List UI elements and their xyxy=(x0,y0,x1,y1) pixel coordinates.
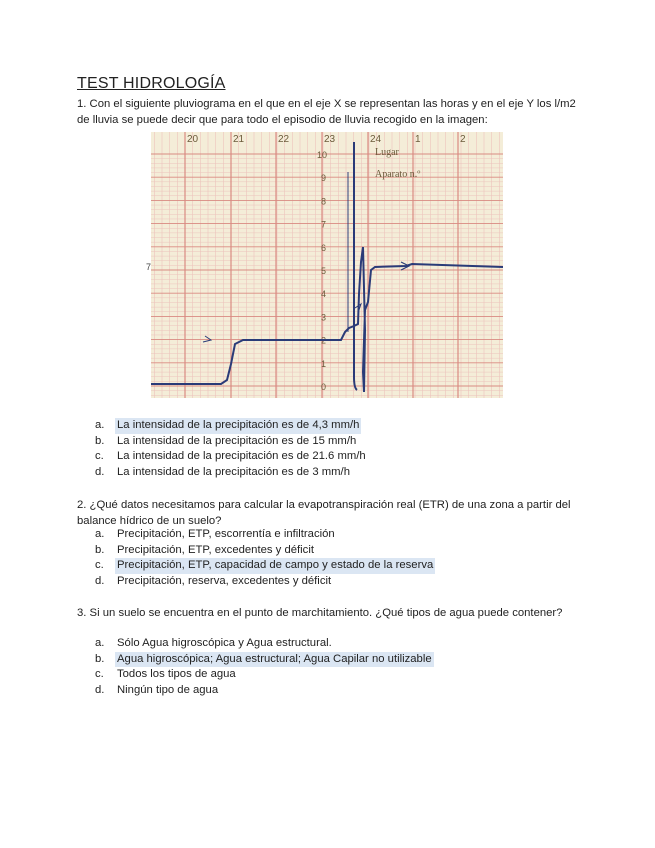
option-letter: b. xyxy=(95,652,105,665)
option-3b[interactable] xyxy=(95,652,434,668)
stamp-lugar: Lugar xyxy=(375,147,399,158)
hour-label: 1 xyxy=(415,134,421,145)
option-1c[interactable] xyxy=(95,449,368,465)
option-letter: a. xyxy=(95,637,105,649)
hour-label: 2 xyxy=(460,134,466,145)
option-3a[interactable] xyxy=(95,636,434,652)
y-axis-label: 8 xyxy=(321,196,327,207)
option-letter: b. xyxy=(95,543,105,556)
y-axis-label: 2 xyxy=(321,335,327,346)
option-text: La intensidad de la precipitación es de 15 mm/h xyxy=(117,434,357,447)
option-text: La intensidad de la precipitación es de 21.6 mm/h xyxy=(117,450,366,462)
option-2d[interactable] xyxy=(95,574,435,590)
hour-label: 24 xyxy=(370,134,382,145)
option-letter: b. xyxy=(95,434,105,447)
question-2-text: 2. ¿Qué datos necesitamos para calcular la evapotranspiración real (ETR) de una zona a partir del balance hídrico de un suelo? xyxy=(77,499,571,527)
y-axis-label: 3 xyxy=(321,312,327,323)
question-3-text: 3. Si un suelo se encuentra en el punto de marchitamiento. ¿Qué tipos de agua puede contener? xyxy=(77,607,563,619)
option-text: Sólo Agua higroscópica y Agua estructural. xyxy=(117,637,332,649)
option-text: Precipitación, ETP, escorrentía e infiltración xyxy=(117,528,335,540)
hour-label: 23 xyxy=(324,134,336,145)
option-text: La intensidad de la precipitación es de 3 mm/h xyxy=(117,465,350,478)
option-letter: d. xyxy=(95,574,105,587)
stamp-aparato: Aparato n.º xyxy=(375,169,421,180)
option-2c[interactable] xyxy=(95,558,435,574)
option-1a[interactable] xyxy=(95,418,368,434)
option-letter: c. xyxy=(95,450,104,462)
option-text: Agua higroscópica; Agua estructural; Agua Capilar no utilizable xyxy=(115,652,434,668)
y-axis-label: 10 xyxy=(317,150,328,160)
y-axis-label: 5 xyxy=(321,266,327,276)
option-text: La intensidad de la precipitación es de 4,3 mm/h xyxy=(115,418,361,434)
option-letter: c. xyxy=(95,668,104,680)
option-letter: a. xyxy=(95,419,105,431)
option-letter: d. xyxy=(95,683,105,696)
y-axis-label: 1 xyxy=(321,358,327,369)
question-1-options xyxy=(95,418,368,480)
option-1b[interactable] xyxy=(95,434,368,450)
pluviogram-figure xyxy=(151,132,503,398)
option-letter: a. xyxy=(95,528,105,540)
edge-mark: 7 xyxy=(146,262,152,272)
page-title: TEST HIDROLOGÍA xyxy=(77,75,226,92)
y-axis-label: 6 xyxy=(321,242,327,253)
y-axis-label: 7 xyxy=(321,219,327,230)
option-text: Precipitación, reserva, excedentes y déficit xyxy=(117,574,332,587)
hour-label: 22 xyxy=(278,134,290,145)
option-3d[interactable] xyxy=(95,683,434,699)
option-2a[interactable] xyxy=(95,527,435,543)
option-text: Ningún tipo de agua xyxy=(117,683,219,696)
y-axis-label: 4 xyxy=(321,289,327,300)
option-2b[interactable] xyxy=(95,543,435,559)
hour-label: 21 xyxy=(233,134,245,145)
hour-label: 20 xyxy=(187,134,199,145)
y-axis-label: 9 xyxy=(321,173,327,184)
option-letter: c. xyxy=(95,559,104,571)
option-text: Todos los tipos de agua xyxy=(117,668,236,680)
option-text: Precipitación, ETP, excedentes y déficit xyxy=(117,543,314,556)
option-text: Precipitación, ETP, capacidad de campo y estado de la reserva xyxy=(115,558,435,574)
option-3c[interactable] xyxy=(95,667,434,683)
option-1d[interactable] xyxy=(95,465,368,481)
question-2-options xyxy=(95,527,435,589)
question-1-text: 1. Con el siguiente pluviograma en el que en el eje X se representan las horas y en el eje Y los l/m2 de lluvia se puede decir que para todo el episodio de lluvia recogido en la imagen: xyxy=(77,98,576,126)
option-letter: d. xyxy=(95,465,105,478)
y-axis-label: 0 xyxy=(321,382,327,392)
question-3-options xyxy=(95,636,434,698)
